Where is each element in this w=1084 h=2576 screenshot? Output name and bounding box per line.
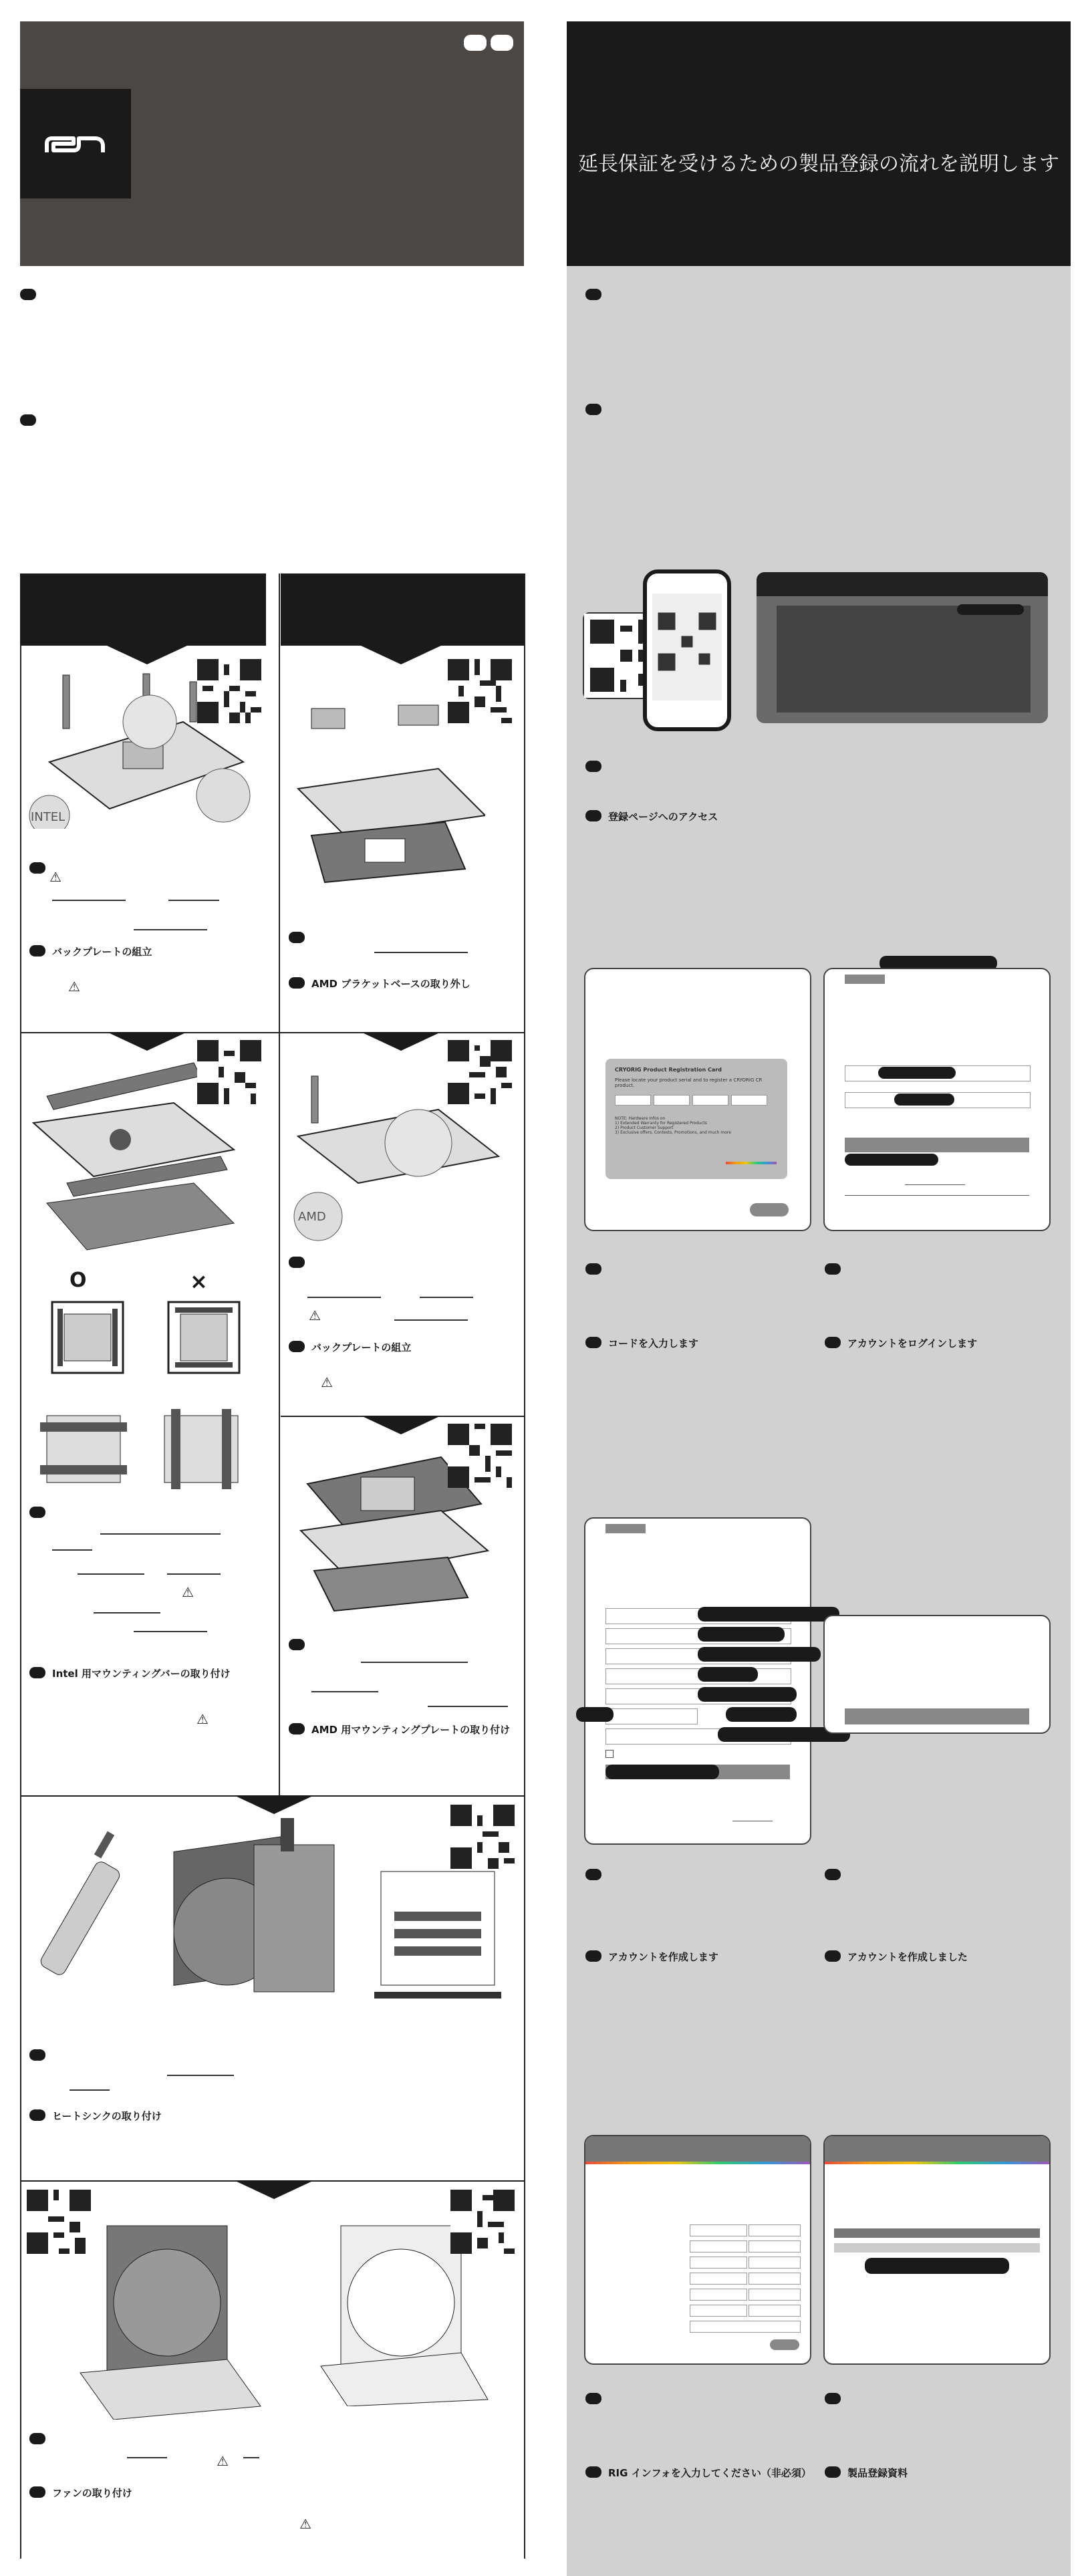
signup-link-line[interactable] (845, 1195, 1029, 1196)
heatsink-step-bullet (29, 2049, 45, 2061)
create-step-bullet (585, 1869, 601, 1880)
right-intro-bullet-1 (585, 289, 601, 300)
phone-screen (652, 594, 722, 700)
warning-icon: ⚠ (196, 1711, 209, 1727)
heatsink-text-line (70, 2089, 110, 2091)
redacted-field-label-4 (698, 1667, 758, 1682)
cover-pill-1 (464, 35, 487, 51)
socket-wrong-diagram (167, 1301, 241, 1374)
qr-code-amd-2 (448, 1040, 512, 1104)
rig-field[interactable] (690, 2305, 747, 2317)
heatsink-text-line (167, 2075, 234, 2076)
create-tab (605, 1524, 646, 1533)
card-heading: CRYORIG Product Registration Card (615, 1067, 722, 1073)
amd-text-line (428, 1706, 508, 1707)
code-entry-screen (584, 968, 811, 1231)
complete-header (825, 2136, 1049, 2162)
rig-submit-button[interactable] (770, 2339, 799, 2350)
warning-icon: ⚠ (49, 869, 61, 885)
login-button[interactable] (845, 1138, 1029, 1152)
redacted-login-button (845, 1154, 938, 1166)
website-screenshot (757, 572, 1048, 723)
step-heatsink: ヒートシンクの取り付け (52, 2110, 162, 2122)
redacted-email (878, 1067, 956, 1079)
step-access: 登録ページへのアクセス (608, 811, 718, 823)
intro-bullet-1 (20, 289, 36, 300)
step-amd-bracket-remove: AMD ブラケットベースの取り外し (311, 978, 470, 990)
step-fan: ファンの取り付け (52, 2487, 132, 2499)
mountbar-correct-diagram (40, 1409, 127, 1489)
login-screen (823, 968, 1051, 1231)
qr-icon (197, 1040, 261, 1104)
rainbow-strip (726, 1162, 777, 1164)
redacted-field-label-6 (576, 1707, 614, 1722)
amd-text-line (361, 1662, 468, 1663)
right-intro-bullet-2 (585, 404, 601, 415)
continue-button[interactable] (845, 1708, 1029, 1724)
warning-icon: ⚠ (299, 2516, 311, 2532)
cryorig-logo-icon (20, 89, 131, 199)
create-account-screen (584, 1517, 811, 1845)
product-table-row (834, 2243, 1040, 2252)
card-intro: Please locate your product serial and to register a CRYORIG CR product. (615, 1077, 763, 1088)
amd-backplate-step-bullet (289, 1257, 305, 1268)
cryorig-logo (20, 89, 131, 199)
qr-code-amd-1 (448, 659, 512, 723)
card-notes: NOTE: Hardware Infos on 1) Extended Warranty for Registered Products 2) Product Customer Support 3) Exclusive offers, Contests, Promotions, and much more (615, 1116, 731, 1135)
amd-text-line (394, 1319, 468, 1321)
qr-code-fan-2 (450, 2190, 515, 2254)
intro-bullet-2 (20, 414, 36, 426)
access-bullet (585, 810, 601, 821)
mountbar-step-bullet (29, 1507, 45, 1518)
amd-column-header (281, 573, 524, 646)
code-field-2[interactable] (654, 1095, 690, 1106)
fan-text-line (243, 2457, 259, 2458)
code-field-1[interactable] (615, 1095, 651, 1106)
rig-field[interactable] (690, 2257, 747, 2269)
rig-bullet (585, 2466, 601, 2478)
qr-icon (652, 607, 722, 676)
done-step-bullet (825, 2393, 841, 2404)
step-backplate-amd: バックプレートの組立 (311, 1341, 412, 1354)
amd-text-line (311, 1691, 378, 1692)
ok-mark: O (70, 1269, 87, 1292)
fan-bullet (29, 2486, 45, 2498)
row-divider (20, 1032, 524, 1033)
rig-field[interactable] (690, 2273, 747, 2285)
redacted-field-label-3 (698, 1647, 821, 1662)
warning-icon: ⚠ (217, 2453, 229, 2469)
redacted-create-button (605, 1765, 719, 1779)
complete-rainbow (825, 2162, 1049, 2164)
warning-icon: ⚠ (321, 1374, 333, 1390)
forgot-link-line[interactable] (905, 1184, 965, 1185)
mountbar-text-line (134, 1631, 207, 1632)
intel-step-bullet (29, 862, 45, 874)
register-complete-screen (823, 2135, 1051, 2365)
left-mid-divider (279, 573, 280, 1797)
title-banner (567, 21, 1071, 266)
row-arrow (234, 2180, 314, 2199)
done-bullet (825, 2466, 841, 2478)
rig-header (585, 2136, 810, 2162)
fan-install-diagram (67, 2206, 267, 2420)
login-step-bullet (825, 1263, 841, 1275)
page-title: 延長保証を受けるための製品登録の流れを説明します (578, 152, 1059, 176)
rig-field[interactable] (690, 2224, 747, 2236)
amd-mountplate-step-bullet (289, 1639, 305, 1650)
mountbar-wrong-diagram (158, 1409, 245, 1489)
login-bullet (825, 1337, 841, 1348)
code-field-3[interactable] (692, 1095, 728, 1106)
registration-card (605, 1059, 787, 1179)
qr-icon (448, 1040, 512, 1104)
intel-text-line (134, 929, 207, 930)
qr-icon (450, 1805, 515, 1869)
intel-label: INTEL (31, 810, 65, 824)
mountbar-text-line (167, 1573, 221, 1575)
rig-field[interactable] (749, 2224, 801, 2236)
step-create-account: アカウントを作成します (608, 1951, 718, 1963)
qr-icon (450, 2190, 515, 2254)
rig-info-screen (584, 2135, 811, 2365)
qr-code-intel-1 (197, 659, 261, 723)
amd-text-line (420, 1297, 473, 1298)
step-account-created: アカウントを作成しました (847, 1951, 968, 1963)
heatsink-diagram (33, 1818, 508, 2032)
amd-backplate-bullet (289, 1341, 305, 1352)
mountbar-text-line (78, 1573, 144, 1575)
create-bullet (585, 1950, 601, 1962)
row-arrow (361, 1032, 441, 1051)
fan-step-bullet (29, 2433, 45, 2444)
redacted-register-button (865, 2258, 1009, 2274)
amd-step-bullet (289, 932, 305, 943)
redacted-field-label-7 (726, 1707, 797, 1722)
enter-code-step-bullet (585, 1263, 601, 1275)
intel-text-line (52, 900, 126, 901)
qr-icon (197, 659, 261, 723)
step-amd-mount-plate: AMD 用マウンティングプレートの取り付け (311, 1724, 511, 1736)
amd-arrow (361, 646, 441, 664)
redacted-field-label-2 (698, 1627, 785, 1642)
login-tab (845, 975, 885, 984)
submit-code-button[interactable] (750, 1203, 789, 1216)
created-bullet (825, 1950, 841, 1962)
redacted-field-label-1 (698, 1607, 839, 1622)
intel-column-header (20, 573, 266, 646)
intel-text-line (168, 900, 219, 901)
step-register-done: 製品登録資料 (847, 2467, 908, 2479)
agree-checkbox[interactable] (605, 1750, 614, 1758)
warning-icon: ⚠ (68, 979, 80, 995)
code-field-4[interactable] (731, 1095, 767, 1106)
socket-correct-diagram (51, 1301, 124, 1374)
qr-code-fan-1 (27, 2190, 91, 2254)
rig-field[interactable] (749, 2273, 801, 2285)
amd-label: AMD (298, 1210, 326, 1224)
backplate-intel-bullet (29, 945, 45, 956)
rig-field[interactable] (749, 2305, 801, 2317)
cover-pill-2 (491, 35, 513, 51)
rig-field[interactable] (690, 2289, 747, 2301)
step-enter-code: コードを入力します (608, 1337, 699, 1349)
amd-bracket-bullet (289, 977, 305, 989)
rig-field[interactable] (749, 2289, 801, 2301)
warning-icon: ⚠ (182, 1584, 194, 1600)
step-rig-info: RIG インフォを入力してください（非必須） (608, 2467, 811, 2479)
step-intel-mount-bar: Intel 用マウンティングバーの取り付け (52, 1668, 231, 1680)
amd-mountplate-bullet (289, 1723, 305, 1734)
mountbar-text-line (94, 1612, 160, 1614)
row-arrow (234, 1795, 314, 1814)
rig-field[interactable] (749, 2257, 801, 2269)
rig-rainbow (585, 2162, 810, 2164)
amd-text-line (374, 952, 468, 953)
website-hero (777, 606, 1031, 713)
created-step-bullet (825, 1869, 841, 1880)
access-step-bullet (585, 761, 601, 772)
account-select-country[interactable] (605, 1708, 698, 1724)
heatsink-bullet (29, 2109, 45, 2121)
ng-mark: × (190, 1269, 208, 1294)
qr-icon (448, 1424, 512, 1488)
row-arrow (107, 1032, 187, 1051)
smartphone-image (643, 569, 731, 731)
qr-icon (448, 659, 512, 723)
amd-text-line (307, 1297, 381, 1298)
website-navbar (757, 572, 1048, 596)
qr-code-amd-3 (448, 1424, 512, 1488)
rig-field[interactable] (749, 2240, 801, 2252)
redacted-banner (957, 604, 1024, 615)
mountbar-text-line (100, 1533, 221, 1535)
mountbar-text-line (52, 1549, 92, 1551)
qr-code-intel-2 (197, 1040, 261, 1104)
rig-field[interactable] (690, 2240, 747, 2252)
account-created-screen (823, 1615, 1051, 1734)
qr-code-heatsink (450, 1805, 515, 1869)
enter-code-bullet (585, 1337, 601, 1348)
rig-field[interactable] (690, 2321, 801, 2333)
rig-step-bullet (585, 2393, 601, 2404)
fan-text-line (127, 2457, 167, 2458)
redacted-field-label-5 (698, 1687, 797, 1702)
step-backplate-intel: バックプレートの組立 (52, 946, 152, 958)
intel-mountbar-bullet (29, 1667, 45, 1678)
qr-icon (27, 2190, 91, 2254)
warning-icon: ⚠ (309, 1307, 321, 1323)
product-table-header (834, 2228, 1040, 2238)
redacted-password (894, 1093, 954, 1106)
step-login: アカウントをログインします (847, 1337, 978, 1349)
